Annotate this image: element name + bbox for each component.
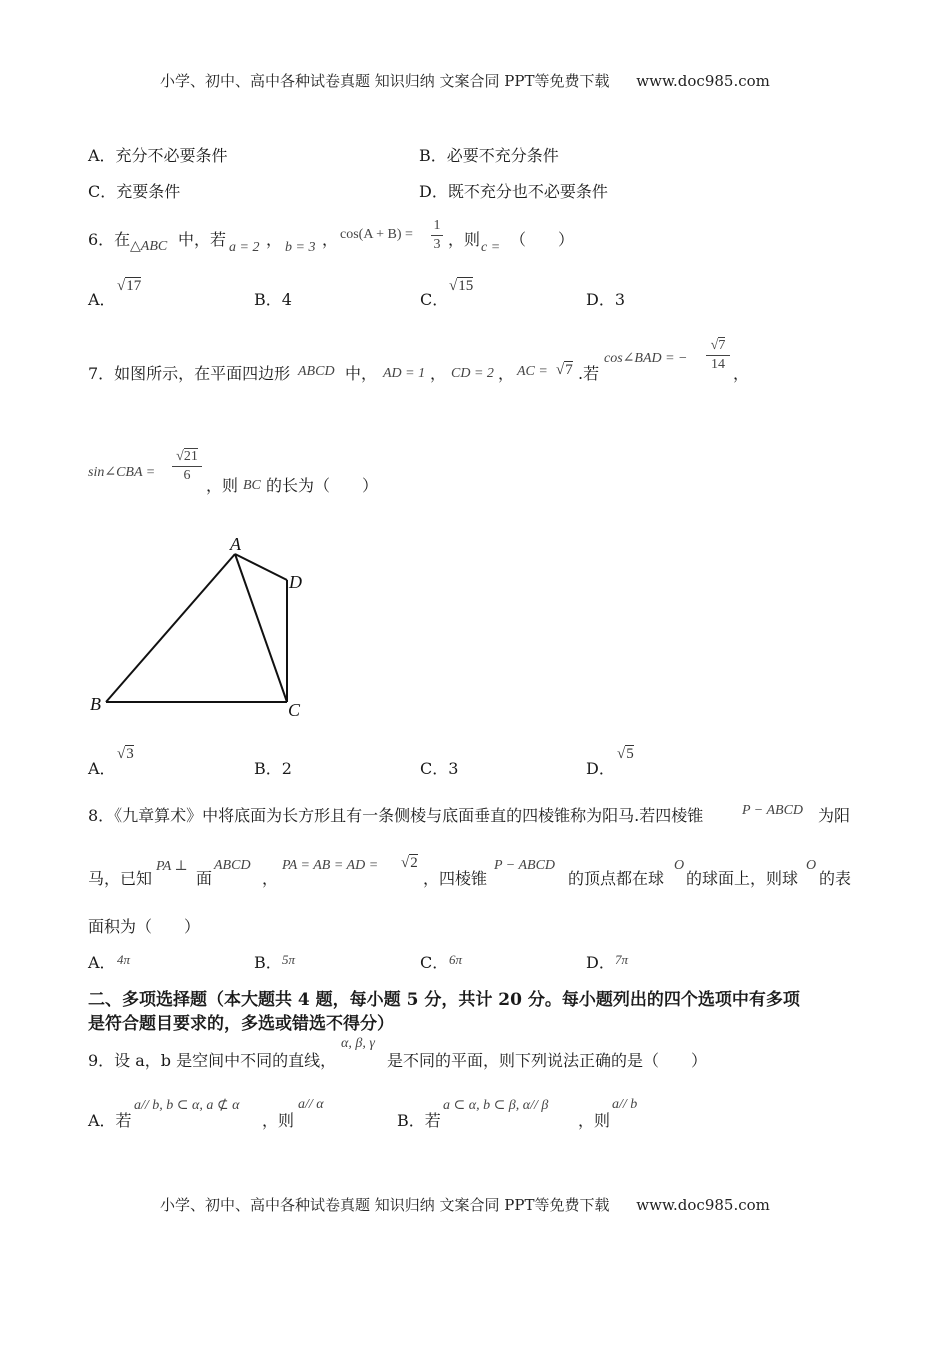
q8-sphere-o1: O [674, 858, 685, 873]
q8-option-d-value: 7π [615, 952, 629, 967]
q9-planes: α, β, γ [341, 1036, 375, 1051]
q6-option-a: A． [88, 290, 116, 309]
q9-option-b-result: a// b [612, 1097, 638, 1112]
vertex-b-label: B [90, 694, 101, 714]
q7-option-b: B．2 [254, 759, 292, 778]
header-url: www.doc985.com [636, 72, 770, 90]
q7-bc: BC [243, 478, 261, 493]
q8-option-b-value: 5π [282, 952, 296, 967]
q6-a-eq: a = 2 [229, 240, 260, 255]
q6-option-d: D．3 [586, 290, 626, 309]
page-footer [160, 1194, 770, 1215]
footer-url: www.doc985.com [636, 1196, 770, 1214]
q8-edge-value: √2 [401, 855, 418, 871]
q8-option-a-value: 4π [117, 952, 131, 967]
q9-option-a-result: a// α [298, 1097, 324, 1112]
q9-lead: 9．设 a，b 是空间中不同的直线， [88, 1051, 337, 1070]
q6-option-a-value: √17 [117, 278, 142, 294]
q6-b-eq: b = 3 [285, 240, 316, 255]
vertex-a-label: A [230, 534, 241, 554]
header-text: 小学、初中、高中各种试卷真题 知识归纳 文案合同 PPT等免费下载 [160, 72, 610, 90]
q8-pyramid-2: P − ABCD [494, 858, 556, 873]
q7-cos: cos∠BAD = − [604, 351, 688, 366]
q8-option-a: A． [88, 953, 116, 972]
vertex-c-label: C [288, 700, 301, 720]
q8-option-d: D． [586, 953, 615, 972]
q7-option-d: D． [586, 759, 615, 778]
q7-option-c: C．3 [420, 759, 459, 778]
q6-number: 6．在 [88, 230, 131, 249]
q9-option-b-condition: a ⊂ α, b ⊂ β, α// β [443, 1098, 549, 1113]
q8-option-c: C． [420, 953, 449, 972]
q6-triangle: △ABC [130, 239, 168, 254]
q5-option-a: A．充分不必要条件 [88, 146, 228, 165]
q7-sin: sin∠CBA = [88, 465, 156, 480]
section-2-heading: 二、多项选择题（本大题共 4 题，每小题 5 分，共计 20 分。每小题列出的四个选项中有多项 是符合题目要求的，多选或错选不得分） [88, 990, 800, 1034]
q8-sphere-o2: O [806, 858, 817, 873]
vertex-d-label: D [289, 572, 302, 592]
q6-option-b: B．4 [254, 290, 292, 309]
q9-tail: 是不同的平面，则下列说法正确的是（ ） [387, 1051, 708, 1070]
q9-option-a: A．若 [88, 1111, 132, 1130]
q6-paren: （ ） [510, 230, 575, 249]
footer-text: 小学、初中、高中各种试卷真题 知识归纳 文案合同 PPT等免费下载 [160, 1196, 610, 1214]
quadrilateral-figure [80, 530, 320, 730]
q7-option-a-value: √3 [117, 746, 134, 762]
q8-line1: 8．《九章算术》中将底面为长方形且有一条侧棱与底面垂直的四棱锥称为阳马.若四棱锥 [88, 806, 704, 825]
q8-pa-perp: PA ⊥ [156, 859, 188, 874]
q7-quad: ABCD [298, 364, 335, 379]
q7-cos-fraction: √7 14 [706, 338, 730, 373]
q7-option-d-value: √5 [617, 746, 634, 762]
q6-cos: cos(A + B) = [340, 227, 413, 242]
q6-fraction: 1 3 [431, 218, 443, 253]
q7-lead: 7．如图所示，在平面四边形 [88, 364, 291, 383]
q7-ad: AD = 1 [383, 366, 426, 381]
q8-base: ABCD [214, 858, 251, 873]
q9-option-a-condition: a// b, b ⊂ α, a ⊄ α [134, 1098, 240, 1113]
q6-option-c: C． [420, 290, 449, 309]
q6-text: 中，若 [178, 230, 227, 249]
q7-ac-value: √7 [556, 362, 573, 378]
q7-option-a: A． [88, 759, 116, 778]
q8-equal-edges: PA = AB = AD = [282, 858, 379, 873]
q5-option-b: B．必要不充分条件 [419, 146, 559, 165]
page-header [160, 70, 770, 91]
q8-pyramid-1: P − ABCD [742, 803, 804, 818]
q6-c-eq: c = [481, 240, 501, 255]
q8-option-b: B． [254, 953, 282, 972]
q8-line3: 面积为（ ） [88, 917, 201, 936]
q7-sin-fraction: √21 6 [172, 449, 202, 484]
q9-option-b: B．若 [397, 1111, 441, 1130]
q8-option-c-value: 6π [449, 952, 463, 967]
q5-option-c: C．充要条件 [88, 182, 181, 201]
q7-cd: CD = 2 [451, 366, 494, 381]
q5-option-d: D．既不充分也不必要条件 [419, 182, 608, 201]
edge-ab [106, 554, 235, 702]
q7-ac: AC = [517, 364, 548, 379]
q6-option-c-value: √15 [449, 278, 474, 294]
